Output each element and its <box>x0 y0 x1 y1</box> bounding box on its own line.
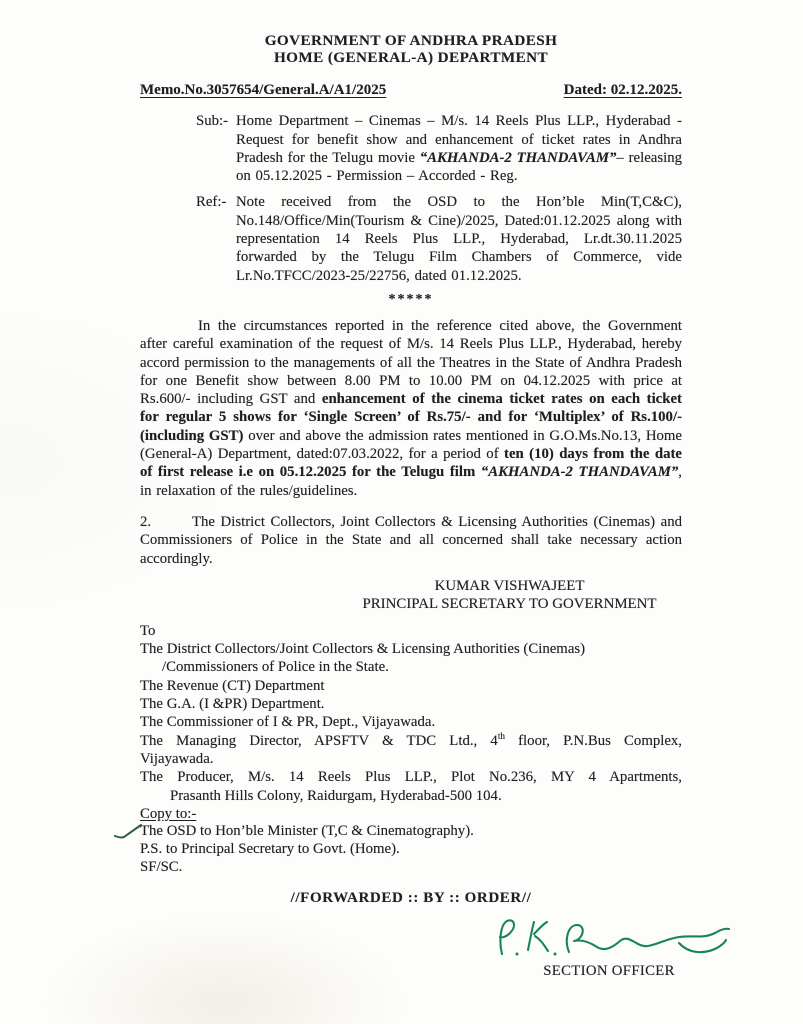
movie-title: “AKHANDA-2 THANDAVAM” <box>480 464 679 481</box>
paragraph-number: 2. <box>140 513 152 530</box>
signatory-title: PRINCIPAL SECRETARY TO GOVERNMENT <box>362 595 657 612</box>
addressee-line: Vijayawada. <box>140 750 214 767</box>
addressee-line: The Revenue (CT) Department <box>140 677 325 694</box>
addressee-line <box>140 732 682 750</box>
action-text: The District Collectors, Joint Collectors & Licensing Authorities (Cinemas) and Commissioners of Police in the State and all concerned shall take necessary action accordingly. <box>140 513 682 567</box>
addressees-section <box>140 622 682 805</box>
addressee-text: floor, P.N.Bus Complex, <box>504 732 682 749</box>
checkmark-icon <box>114 823 142 846</box>
subject-text <box>236 112 682 185</box>
memo-row <box>140 81 682 99</box>
action-paragraph <box>140 513 682 568</box>
memo-date: Dated: 02.12.2025. <box>563 82 682 98</box>
order-text-2: over and above the admission rates mentioned in G.O.Ms.No.13, Home (General-A) Department, dated:07.03.2022, for a period of <box>140 427 682 463</box>
copy-to-label: Copy to:- <box>140 805 197 822</box>
signatory-block <box>337 577 682 613</box>
addressee-text: The Managing Director, APSFTV & TDC Ltd., 4 <box>140 732 498 749</box>
dept-name: HOME (GENERAL-A) DEPARTMENT <box>273 49 549 66</box>
order-text-1: In the circumstances reported in the reference cited above, the Government after careful examination of the request of M/s. 14 Reels Plus LLP., Hyderabad, hereby accord permission to the managements of all the Theatres in the State of Andhra Pradesh for one Benefit show between 8.00 PM to 10.00 PM on 04.12.2025 with price at Rs.600/- including GST and <box>140 317 682 408</box>
subject-block <box>140 112 682 185</box>
forwarded-line: //FORWARDED :: BY :: ORDER// <box>290 890 532 907</box>
copy-to-item-text: The OSD to Hon’ble Minister (T,C & Cinematography). <box>140 823 474 840</box>
order-bold-rates: enhancement of the cinema ticket rates on each ticket for regular 5 shows for ‘Single Screen’ of Rs.75/- and for ‘Multiplex’ of Rs.100/- (including GST) <box>140 391 682 444</box>
to-label: To <box>140 622 156 639</box>
subject-text-before: Home Department – Cinemas – M/s. 14 Reels Plus LLP., Hyderabad - Request for benefit show and enhancement of ticket rates in Andhra Pradesh for the Telugu movie <box>236 113 682 166</box>
reference-block <box>140 193 682 284</box>
addressee-line: The Commissioner of I & PR, Dept., Vijayawada. <box>140 714 436 731</box>
sign-off-block <box>478 912 740 980</box>
addressee-line: /Commissioners of Police in the State. <box>162 659 389 676</box>
addressee-line: The G.A. (I &PR) Department. <box>140 696 325 713</box>
reference-text: Note received from the OSD to the Hon’ble Min(T,C&C), No.148/Office/Min(Tourism & Cine)/2025, Dated:01.12.2025 along with representation 14 Reels Plus LLP., Hyderabad, Lr.dt.30.11.2025 forwarded by the Telugu Film Chambers of Commerce, vide Lr.No.TFCC/2023-25/22756, dated 01.12.2025. <box>236 194 682 284</box>
copy-to-item: SF/SC. <box>140 858 183 875</box>
copy-to-section <box>140 805 682 877</box>
addressee-line: Prasanth Hills Colony, Raidurgam, Hyderabad-500 104. <box>170 787 502 804</box>
order-text-3: , in relaxation of the rules/guidelines. <box>140 464 682 499</box>
addressee-line: The Producer, M/s. 14 Reels Plus LLP., Plot No.236, MY 4 Apartments, <box>140 769 682 786</box>
movie-title: “AKHANDA-2 THANDAVAM” <box>419 149 617 166</box>
addressee-line: The District Collectors/Joint Collectors & Licensing Authorities (Cinemas) <box>140 641 586 658</box>
document-header <box>140 32 682 66</box>
org-name: GOVERNMENT OF ANDHRA PRADESH <box>264 32 558 49</box>
subject-label: Sub:- <box>196 113 229 130</box>
copy-to-item <box>140 823 682 841</box>
reference-label: Ref:- <box>196 194 227 211</box>
copy-to-item: P.S. to Principal Secretary to Govt. (Home). <box>140 840 400 857</box>
section-officer-label: SECTION OFFICER <box>543 962 675 979</box>
memo-number: Memo.No.3057654/General.A/A1/2025 <box>140 82 387 98</box>
order-paragraph <box>140 317 682 500</box>
order-bold-period: ten (10) days from the date of first release i.e on 05.12.2025 for the Telugu film <box>140 446 682 481</box>
handwritten-signature-icon <box>487 912 732 966</box>
signatory-name: KUMAR VISHWAJEET <box>434 577 585 594</box>
separator-stars: ***** <box>388 291 434 307</box>
subject-text-after: – releasing on 05.12.2025 - Permission – Accorded - Reg. <box>236 149 682 185</box>
ordinal-suffix: th <box>497 730 505 741</box>
